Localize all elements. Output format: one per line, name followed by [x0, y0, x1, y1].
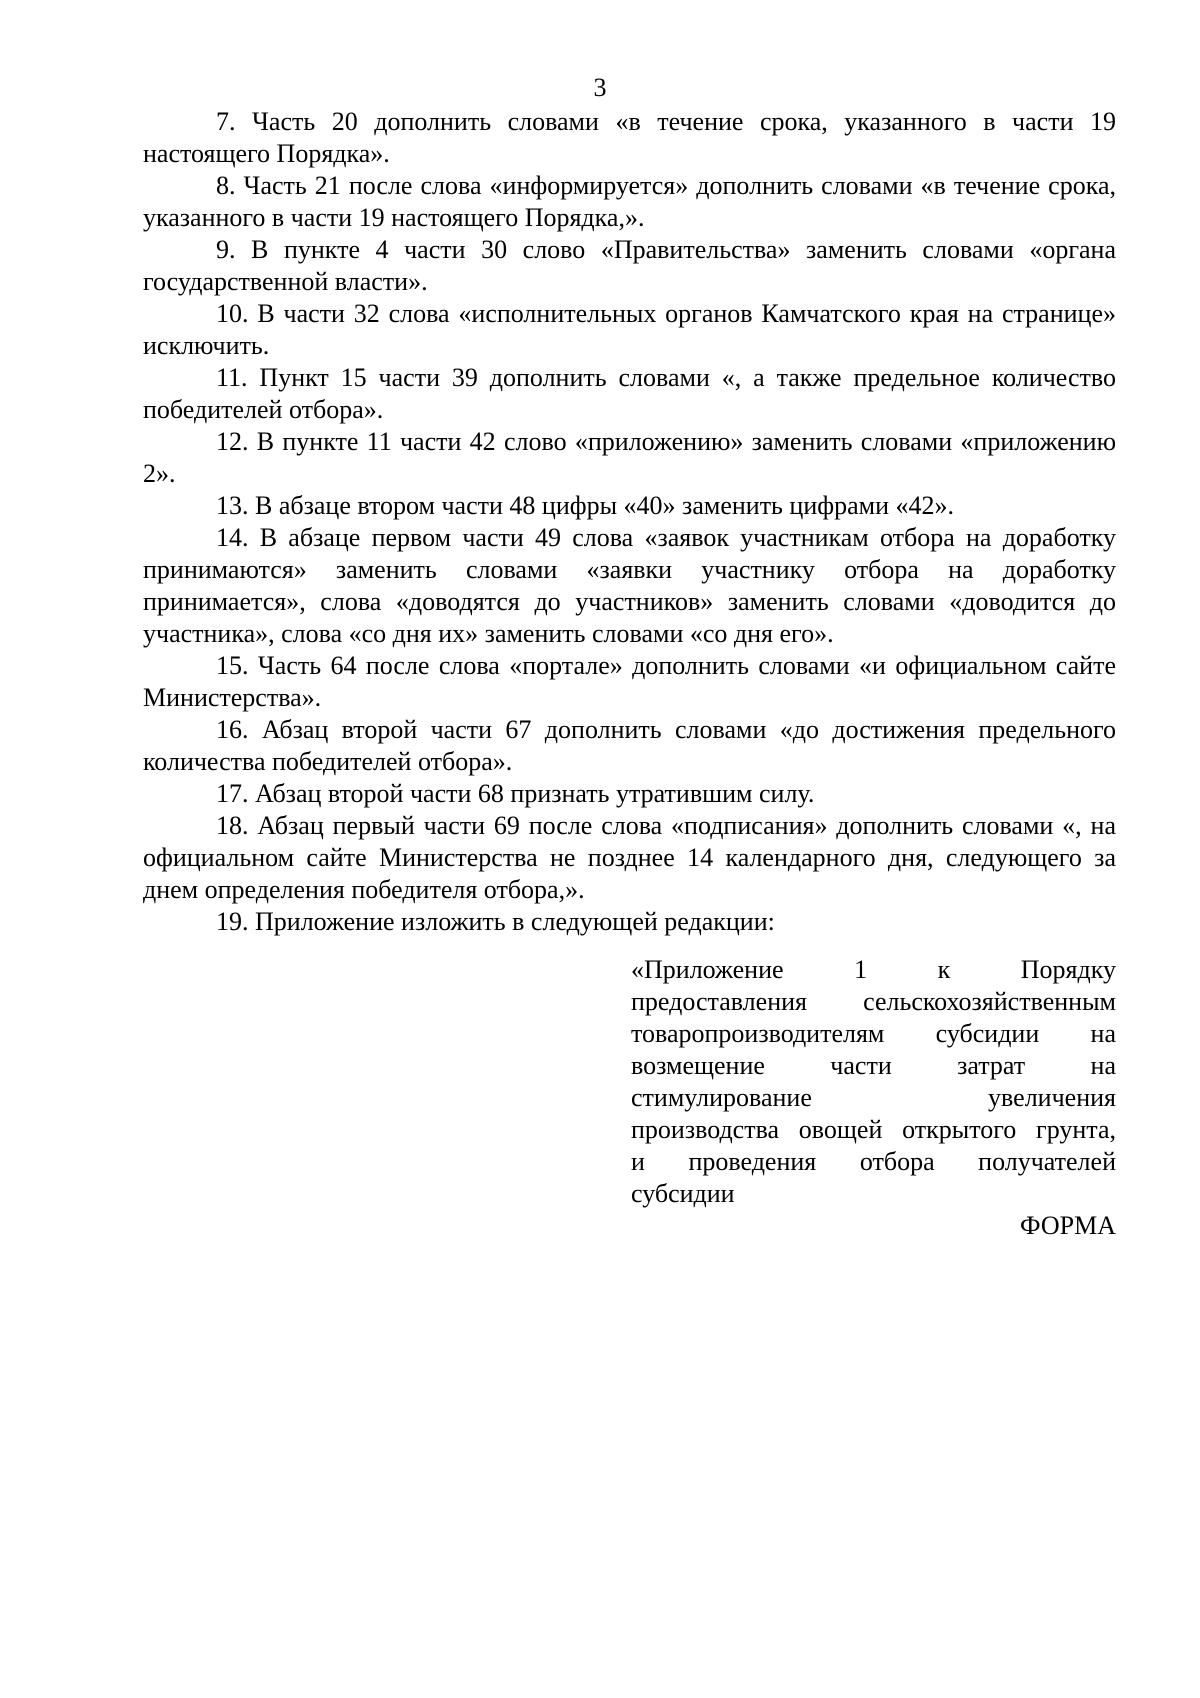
amendment-item: 17. Абзац второй части 68 признать утратившим силу.	[216, 779, 815, 808]
appendix-line: возмещение части затрат на	[631, 1051, 1116, 1080]
amendment-item: 13. В абзаце втором части 48 цифры «40» заменить цифрами «42».	[216, 491, 954, 520]
appendix-line: производства овощей открытого грунта,	[631, 1115, 1116, 1144]
forma-label: ФОРМА	[1020, 1211, 1116, 1240]
amendment-item: 10. В части 32 слова «исполнительных органов Камчатского края на странице» исключить.	[143, 299, 1116, 360]
amendment-item: 16. Абзац второй части 67 дополнить словами «до достижения предельного количества победителей отбора».	[143, 715, 1116, 776]
appendix-line: стимулирование увеличения	[631, 1083, 1116, 1112]
appendix-line: и проведения отбора получателей	[631, 1147, 1116, 1176]
amendment-item: 19. Приложение изложить в следующей редакции:	[216, 907, 775, 936]
amendment-item: 8. Часть 21 после слова «информируется» дополнить словами «в течение срока, указанного в части 19 настоящего Порядка,».	[143, 171, 1116, 232]
amendment-item: 18. Абзац первый части 69 после слова «подписания» дополнить словами «, на официальном сайте Министерства не позднее 14 календарного дня, следующего за днем определения победителя отбора,».	[143, 811, 1116, 904]
appendix-line: товаропроизводителям субсидии на	[631, 1019, 1116, 1048]
appendix-line: предоставления сельскохозяйственным	[631, 987, 1116, 1016]
amendment-item: 9. В пункте 4 части 30 слово «Правительства» заменить словами «органа государственной власти».	[143, 235, 1116, 296]
amendments-list	[143, 106, 1116, 938]
amendment-item: 15. Часть 64 после слова «портале» дополнить словами «и официальном сайте Министерства».	[143, 651, 1116, 712]
amendment-item: 14. В абзаце первом части 49 слова «заявок участникам отбора на доработку принимаются» заменить словами «заявки участнику отбора на доработку принимается», слова «доводятся до участников» заменить словами «доводится до участника», слова «со дня их» заменить словами «со дня его».	[143, 523, 1116, 648]
appendix-line: субсидии	[631, 1179, 735, 1208]
appendix-heading	[631, 954, 1116, 1210]
amendment-item: 7. Часть 20 дополнить словами «в течение срока, указанного в части 19 настоящего Порядка».	[143, 107, 1116, 168]
page-number: 3	[593, 73, 607, 102]
appendix-line: «Приложение 1 к Порядку	[631, 955, 1116, 984]
amendment-item: 11. Пункт 15 части 39 дополнить словами «, а также предельное количество победителей отбора».	[143, 363, 1116, 424]
amendment-item: 12. В пункте 11 части 42 слово «приложению» заменить словами «приложению 2».	[143, 427, 1116, 488]
